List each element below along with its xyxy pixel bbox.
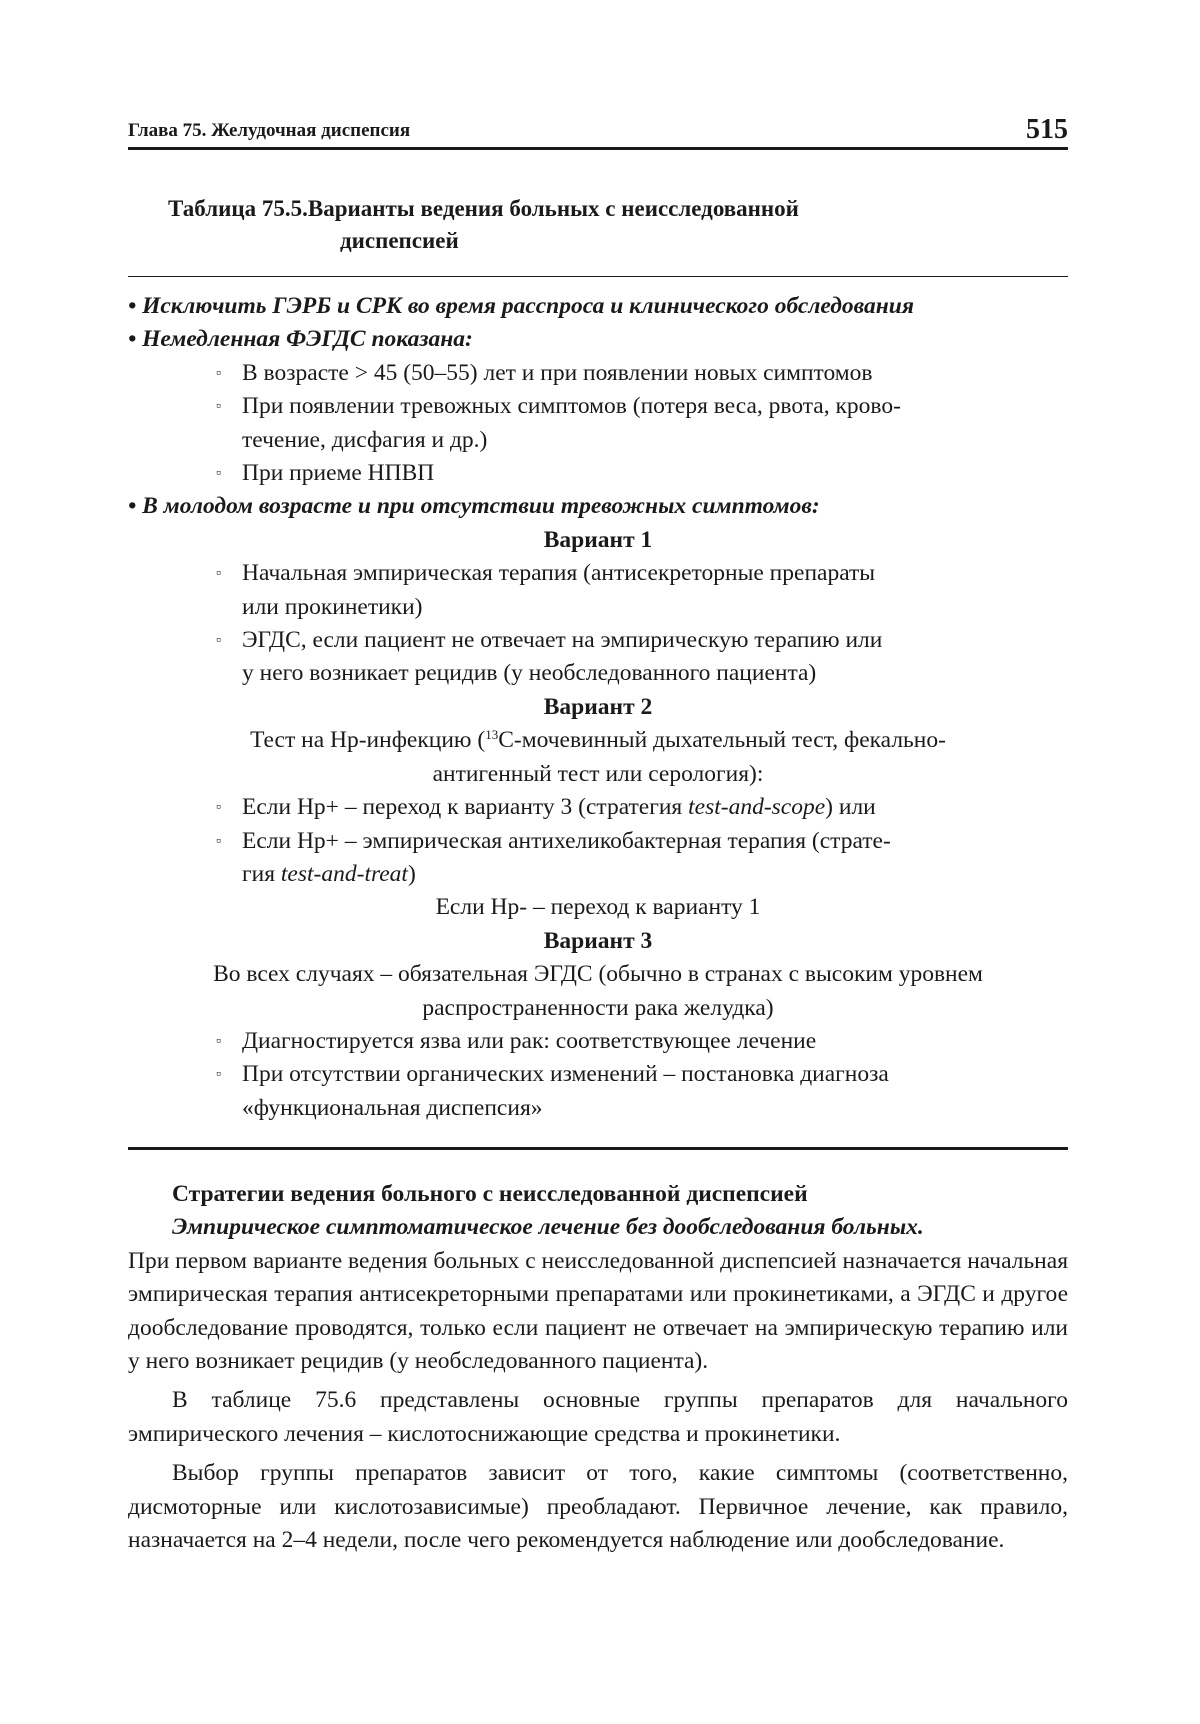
- subheading: Эмпирическое симптоматическое лечение без дообследования больных.: [172, 1214, 924, 1241]
- bullet-square-icon: ▫: [216, 399, 221, 415]
- paragraph: При первом варианте ведения больных с неисследованной диспепсией назначается начальная эмпирическая терапия антисекреторными препаратами или прокинетиками, а ЭГДС и другое дообследование проводятся, только если пациент не отвечает на эмпирическую терапию или у него возникает рецидив (у необследованного пациента).: [128, 1247, 1068, 1375]
- bullet-square-icon: ▫: [216, 633, 221, 649]
- list-item: ▫ Если Hp+ – эмпирическая антихеликобактерная терапия (страте-: [128, 825, 1068, 858]
- list-item-continuation: «функциональная диспепсия»: [242, 1094, 543, 1121]
- table-caption-line2: диспепсией: [340, 228, 459, 253]
- variant-2-intro: Тест на Hp-инфекцию ($^{13}$C-мочевинный дыхательный тест, фекально-: [250, 727, 946, 754]
- bullet-square-icon: ▫: [216, 1033, 221, 1049]
- paragraph: В таблице 75.6 представлены основные группы препаратов для начального эмпирического лечения – кислотоснижающие средства и прокинетики.: [128, 1387, 1068, 1447]
- bullet-square-icon: ▫: [216, 566, 221, 582]
- table-bullet-exclude: • Исключить ГЭРБ и СРК во время расспроса и клинического обследования: [128, 293, 914, 319]
- header-rule: [128, 147, 1068, 150]
- body-text: [128, 1178, 1068, 1558]
- table-caption-line1: Варианты ведения больных с неисследованной: [307, 196, 799, 221]
- variant-3-title: Вариант 3: [543, 927, 653, 954]
- variant-3-intro: Во всех случаях – обязательная ЭГДС (обычно в странах с высоким уровнем: [213, 961, 983, 988]
- variant-2-title: Вариант 2: [543, 693, 653, 720]
- list-item: ▫ Диагностируется язва или рак: соответствующее лечение: [128, 1025, 1068, 1058]
- chapter-title: Глава 75. Желудочная диспепсия: [128, 120, 411, 141]
- table-body: [128, 290, 1068, 1125]
- list-item: ▫ ЭГДС, если пациент не отвечает на эмпирическую терапию или: [128, 624, 1068, 657]
- table-caption-label: Таблица 75.5.: [168, 196, 308, 221]
- section-heading: Стратегии ведения больного с неисследованной диспепсией: [172, 1181, 808, 1207]
- paragraph: Выбор группы препаратов зависит от того, какие симптомы (соответственно, дисмоторные или кислотозависимые) преобладают. Первичное лечение, как правило, назначается на 2–4 недели, после чего рекомендуется наблюдение или дообследование.: [128, 1460, 1068, 1554]
- bullet-square-icon: ▫: [216, 365, 221, 381]
- list-item-continuation: течение, дисфагия и др.): [242, 426, 488, 453]
- bullet-square-icon: ▫: [216, 833, 221, 849]
- table-bullet-urgent-egds: • Немедленная ФЭГДС показана:: [128, 326, 473, 353]
- page-number: 515: [1026, 114, 1068, 145]
- bullet-square-icon: ▫: [216, 800, 221, 816]
- variant-2-intro-cont: антигенный тест или серология):: [432, 760, 764, 787]
- variant-1-title: Вариант 1: [543, 526, 653, 553]
- table-caption: [168, 193, 968, 257]
- list-item: ▫ При приеме НПВП: [128, 457, 1068, 490]
- variant-3-intro-cont: распространенности рака желудка): [422, 994, 774, 1021]
- list-item-continuation: или прокинетики): [242, 593, 423, 620]
- bullet-square-icon: ▫: [216, 1067, 221, 1083]
- bullet-square-icon: ▫: [216, 466, 221, 482]
- list-item-continuation: гия test-and-treat): [242, 860, 416, 887]
- variant-2-note: Если Hp- – переход к варианту 1: [435, 894, 761, 921]
- list-item-continuation: у него возникает рецидив (у необследованного пациента): [242, 660, 817, 687]
- list-item: ▫ При появлении тревожных симптомов (потеря веса, рвота, крово-: [128, 390, 1068, 423]
- list-item: ▫ Если Hp+ – переход к варианту 3 (стратегия test-and-scope) или: [128, 791, 1068, 824]
- table-bottom-rule: [128, 1147, 1068, 1150]
- list-item: ▫ В возрасте > 45 (50–55) лет и при появлении новых симптомов: [128, 357, 1068, 390]
- table-bullet-young-age: • В молодом возрасте и при отсутствии тревожных симптомов:: [128, 493, 820, 520]
- running-head: [128, 110, 1068, 150]
- table-top-rule: [128, 276, 1068, 277]
- list-item: ▫ При отсутствии органических изменений – постановка диагноза: [128, 1058, 1068, 1091]
- list-item: ▫ Начальная эмпирическая терапия (антисекреторные препараты: [128, 557, 1068, 590]
